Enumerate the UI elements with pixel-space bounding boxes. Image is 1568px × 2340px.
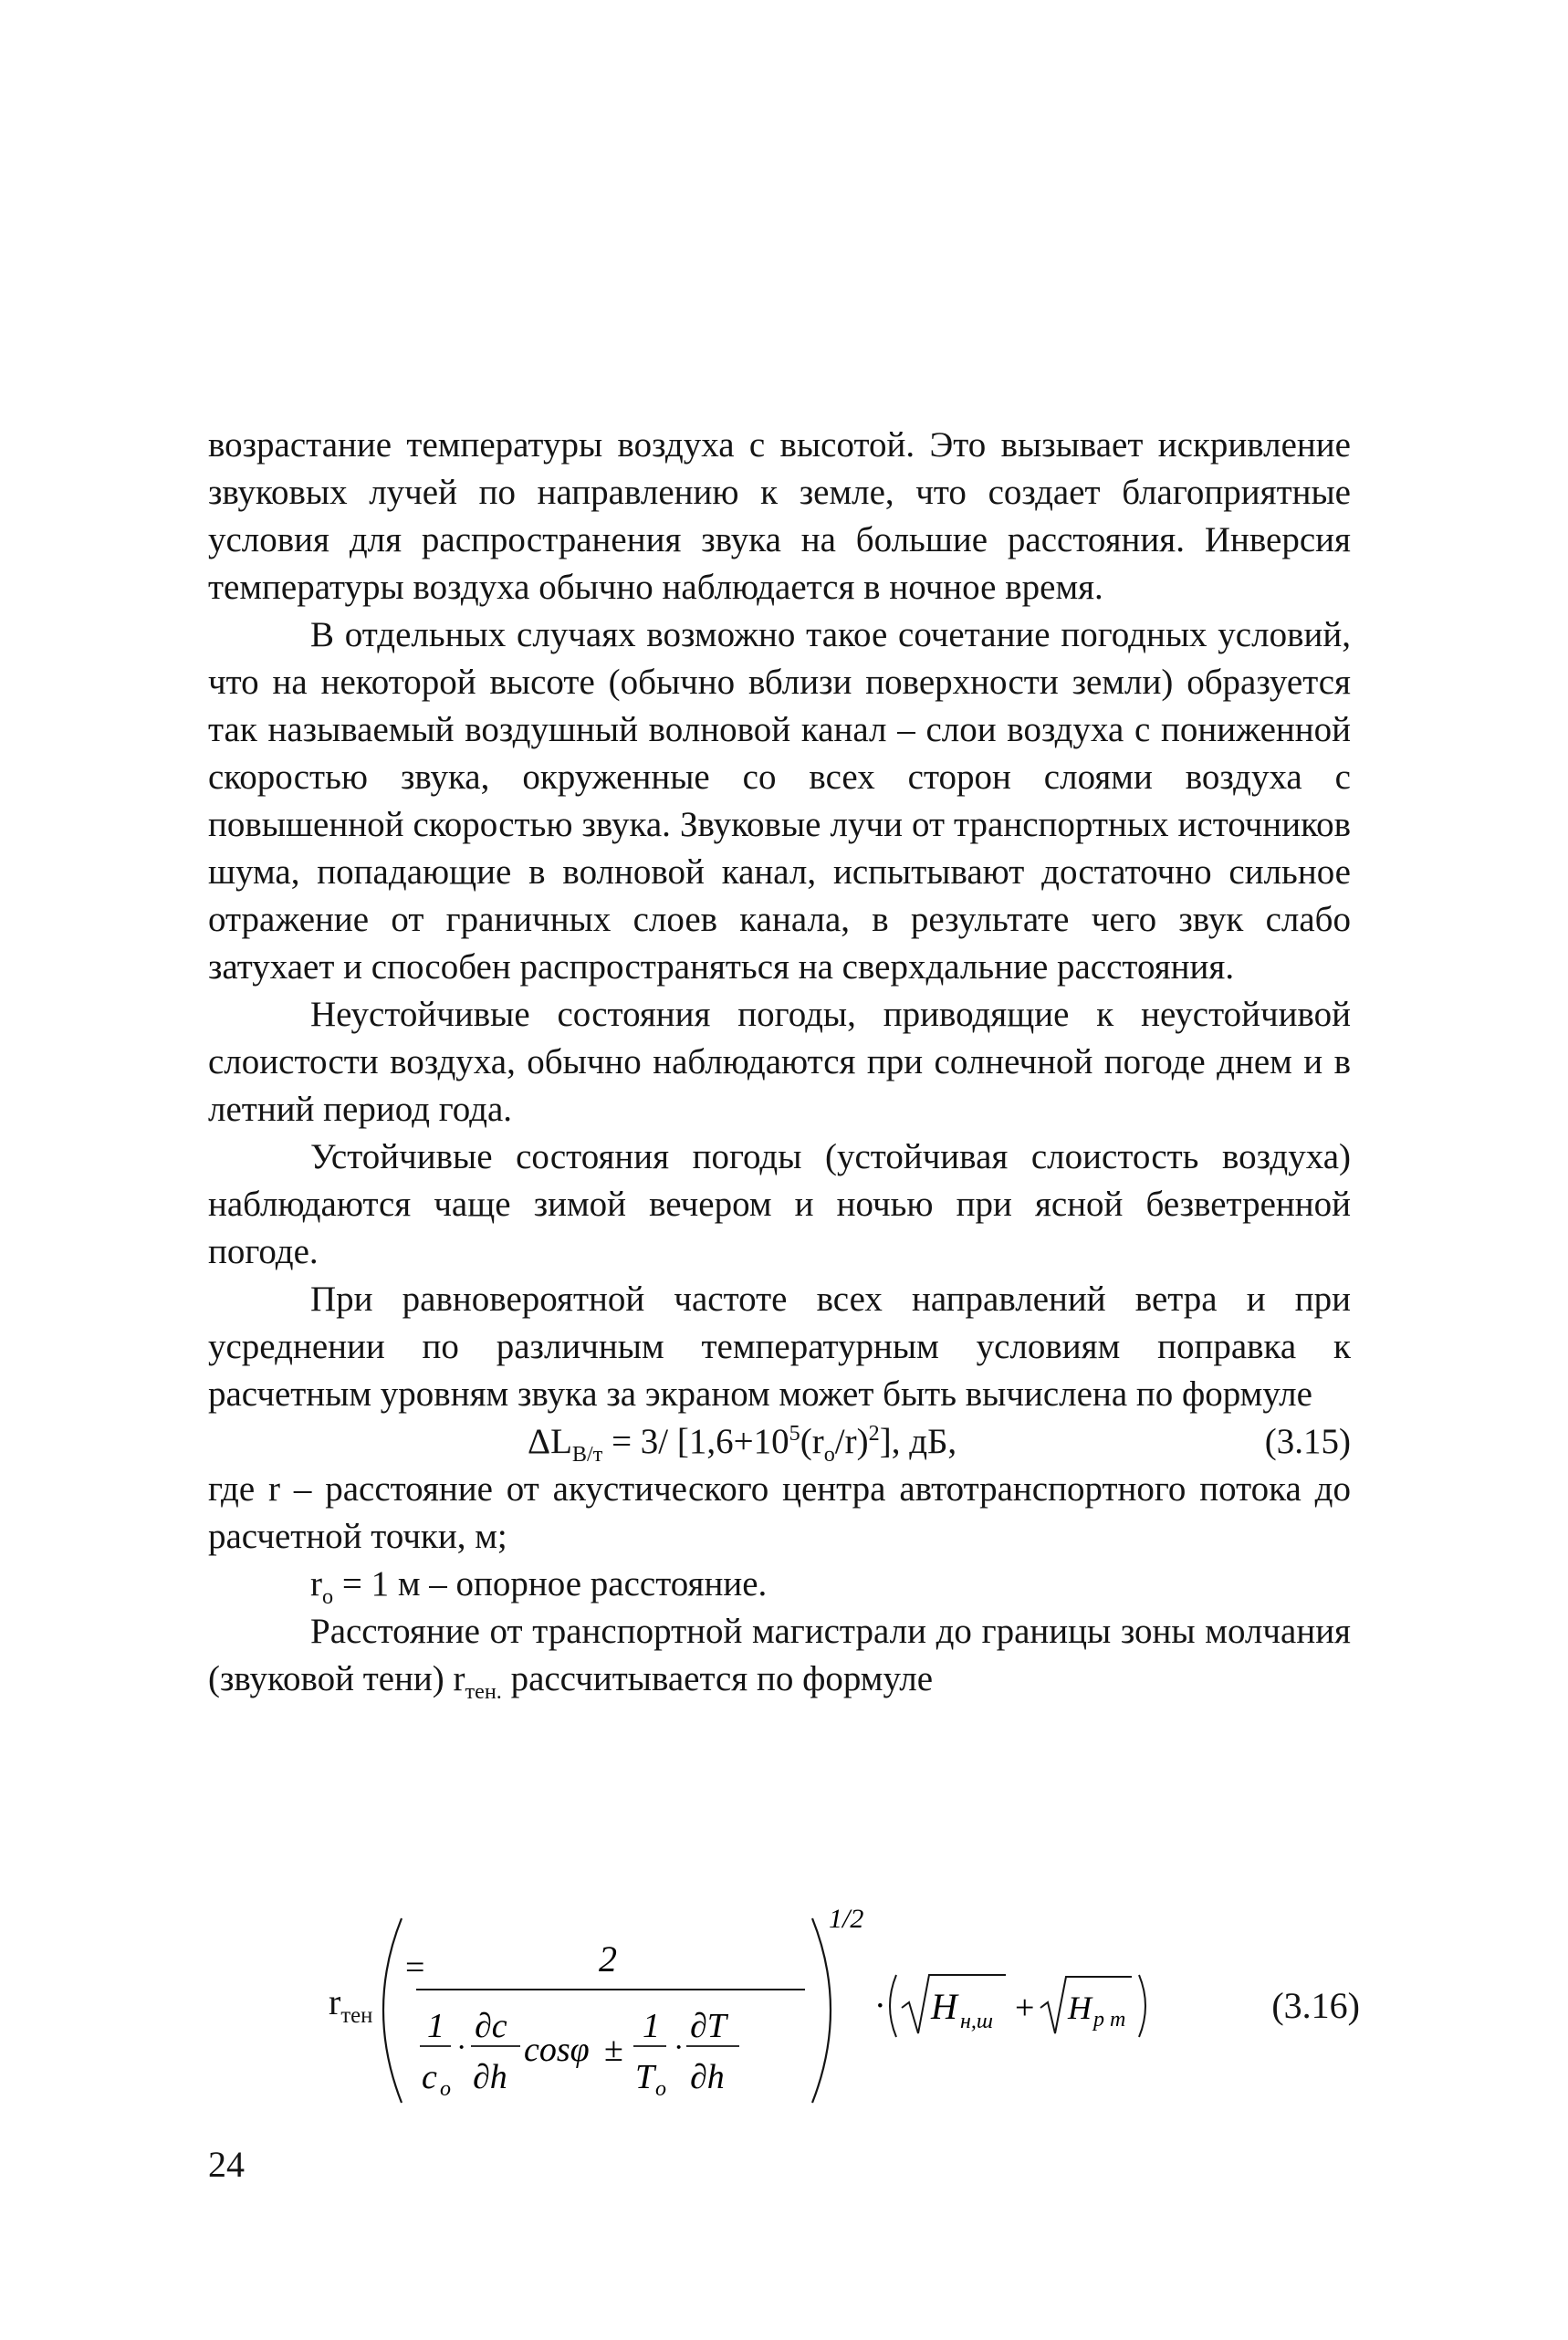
equation-3-15 bbox=[208, 1418, 1351, 1466]
equation-3-15-body: $\Delta L_{В/т} = 3/$ $[1,6+10^5(r_о/r)^2]$, дБ, bbox=[528, 1421, 957, 1467]
frac1-num: 1 bbox=[427, 2007, 444, 2045]
frac4-den: ∂h bbox=[690, 2058, 725, 2096]
definition-r0: $r_о = 1$ м – опорное расстояние. bbox=[310, 1564, 768, 1609]
left-big-paren bbox=[383, 1918, 402, 2103]
right-small-paren bbox=[1139, 1975, 1145, 2037]
dot-1: · bbox=[456, 2031, 467, 2064]
dot-2: · bbox=[674, 2031, 685, 2064]
numerator: 2 bbox=[599, 1938, 617, 1980]
frac3-num: 1 bbox=[643, 2007, 660, 2045]
equation-3-16 bbox=[329, 1900, 1360, 2119]
body-text bbox=[208, 422, 1351, 1703]
root1-H: H bbox=[931, 1986, 957, 2027]
paragraph-5: При равновероятной частоте всех направлений ветра и при усреднении по различным температурным условиям поправка к расчетным уровням звука за экраном может быть вычислена по формуле bbox=[208, 1280, 1351, 1414]
plus-sign: + bbox=[1015, 1989, 1035, 2027]
right-big-paren bbox=[812, 1918, 831, 2103]
equals-sign: = bbox=[405, 1948, 425, 1987]
left-small-paren bbox=[890, 1975, 896, 2037]
page-number: 24 bbox=[208, 2144, 245, 2185]
root2-H: H bbox=[1068, 1990, 1092, 2026]
paragraph-6: Расстояние от транспортной магистрали до границы зоны молчания (звуковой тени) $r_{тен.}$ рассчитывается по формуле bbox=[208, 1612, 1351, 1704]
plus-minus: ± bbox=[604, 2031, 623, 2069]
equation-3-16-lhs: $r_{тен}$ bbox=[329, 1981, 373, 2028]
frac3-den: T bbox=[635, 2058, 655, 2096]
cos-phi: cosφ bbox=[524, 2031, 590, 2069]
root2-sub: р т bbox=[1093, 2008, 1126, 2032]
equation-3-16-number: (3.16) bbox=[1271, 1985, 1360, 2026]
paragraph-4: Устойчивые состояния погоды (устойчивая слоистость воздуха) наблюдаются чаще зимой вечером и ночью при ясной безветренной погоде. bbox=[208, 1137, 1351, 1271]
frac1-den: c bbox=[422, 2058, 437, 2096]
frac2-den: ∂h bbox=[473, 2058, 507, 2096]
paragraph-1: возрастание температуры воздуха с высотой. Это вызывает искривление звуковых лучей по направлению к земле, что создает благоприятные условия для распространения звука на большие расстояния. Инверсия температуры воздуха обычно наблюдается в ночное время. bbox=[208, 425, 1351, 607]
frac4-num: ∂T bbox=[690, 2007, 727, 2045]
paragraph-3: Неустойчивые состояния погоды, приводящие к неустойчивой слоистости воздуха, обычно наблюдаются при солнечной погоде днем и в летний период года. bbox=[208, 995, 1351, 1129]
root1-sub: н,ш bbox=[960, 2010, 994, 2033]
frac1-den-sub: o bbox=[440, 2077, 451, 2101]
exponent: 1/2 bbox=[829, 1904, 864, 1934]
frac3-den-sub: o bbox=[655, 2077, 666, 2101]
paragraph-2: В отдельных случаях возможно такое сочетание погодных условий, что на некоторой высоте (обычно вблизи поверхности земли) образуется так называемый воздушный волновой канал – слои воздуха с пониженной скоростью звука, окруженные со всех сторон слоями воздуха с повышенной скоростью звука. Звуковые лучи от транспортных источников шума, попадающие в волновой канал, испытывают достаточно сильное отражение от граничных слоев канала, в результате чего звук слабо затухает и способен распространяться на сверхдальние расстояния. bbox=[208, 615, 1351, 987]
frac2-num: ∂c bbox=[475, 2007, 507, 2045]
definition-r: где r – расстояние от акустического центра автотранспортного потока до расчетной точки, м; bbox=[208, 1469, 1351, 1556]
dot-3: · bbox=[874, 1987, 886, 2025]
equation-3-16-drawing bbox=[329, 1900, 1360, 2119]
equation-3-15-number: (3.15) bbox=[1264, 1422, 1351, 1461]
